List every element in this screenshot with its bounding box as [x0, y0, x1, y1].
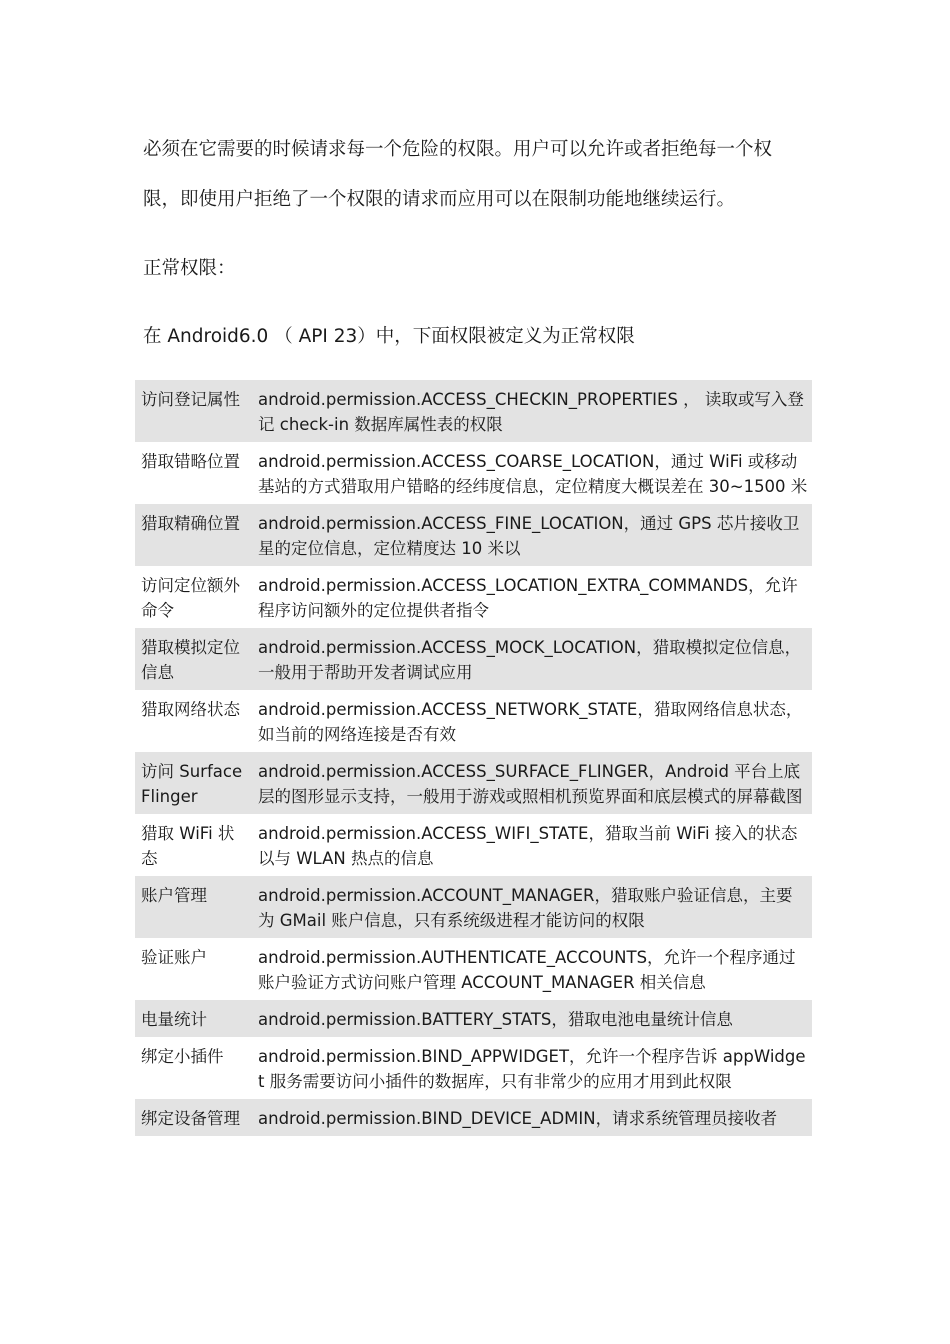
table-row	[135, 938, 812, 1000]
permission-desc-cell: android.permission.ACCESS_COARSE_LOCATION，通过 WiFi 或移动基站的方式猎取用户错略的经纬度信息，定位精度大概误差在 30~1500 米	[258, 452, 808, 496]
permission-desc-cell: android.permission.BATTERY_STATS，猎取电池电量统计信息	[252, 1000, 812, 1037]
table-row	[135, 380, 812, 442]
permission-desc-cell: android.permission.ACCESS_LOCATION_EXTRA_COMMANDS，允许程序访问额外的定位提供者指令	[258, 576, 798, 620]
permissions-table	[135, 380, 812, 1136]
permission-name-cell: 电量统计	[135, 1000, 252, 1037]
permission-name-cell: 验证账户	[141, 948, 207, 967]
section-intro: 在 Android6.0 （ API 23）中，下面权限被定义为正常权限	[143, 326, 635, 347]
table-row	[135, 752, 812, 814]
table-row	[135, 1037, 812, 1099]
permission-desc-cell: android.permission.ACCESS_MOCK_LOCATION，猎取模拟定位信息，一般用于帮助开发者调试应用	[252, 628, 812, 690]
permission-desc-cell: android.permission.ACCESS_FINE_LOCATION，通过 GPS 芯片接收卫星的定位信息，定位精度达 10 米以	[252, 504, 812, 566]
permission-desc-cell: android.permission.ACCESS_CHECKIN_PROPERTIES ， 读取或写入登记 check-in 数据库属性表的权限	[252, 380, 812, 442]
permission-desc-cell: android.permission.ACCESS_NETWORK_STATE，猎取网络信息状态，如当前的网络连接是否有效	[258, 700, 803, 744]
permission-name-cell: 猎取模拟定位信息	[135, 628, 252, 690]
body-paragraph-line-1: 必须在它需要的时候请求每一个危险的权限。用户可以允许或者拒绝每一个权	[143, 139, 773, 160]
permission-desc-cell: android.permission.ACCOUNT_MANAGER，猎取账户验证信息，主要为 GMail 账户信息，只有系统级进程才能访问的权限	[252, 876, 812, 938]
table-row	[135, 1000, 812, 1037]
permission-name-cell: 猎取精确位置	[135, 504, 252, 566]
permission-desc-cell: android.permission.BIND_DEVICE_ADMIN，请求系统管理员接收者	[252, 1099, 812, 1136]
table-row	[135, 814, 812, 876]
permission-name-cell: 绑定设备管理	[135, 1099, 252, 1136]
permission-desc-cell: android.permission.AUTHENTICATE_ACCOUNTS，允许一个程序通过账户验证方式访问账户管理 ACCOUNT_MANAGER 相关信息	[258, 948, 796, 992]
body-paragraph-line-2: 限，即使用户拒绝了一个权限的请求而应用可以在限制功能地继续运行。	[143, 189, 736, 210]
permission-desc-cell: android.permission.ACCESS_SURFACE_FLINGER，Android 平台上底层的图形显示支持，一般用于游戏或照相机预览界面和底层模式的屏幕截图	[252, 752, 812, 814]
table-row	[135, 628, 812, 690]
table-row	[135, 442, 812, 504]
permission-name-cell: 猎取 WiFi 状态	[141, 824, 235, 868]
permission-name-cell: 猎取网络状态	[141, 700, 240, 719]
permission-name-cell: 访问登记属性	[135, 380, 252, 442]
permission-name-cell: 访问 Surface Flinger	[135, 752, 252, 814]
table-row	[135, 876, 812, 938]
permission-name-cell: 绑定小插件	[141, 1047, 224, 1066]
section-heading-normal-permissions: 正常权限：	[143, 258, 236, 279]
permission-desc-cell: android.permission.ACCESS_WIFI_STATE，猎取当前 WiFi 接入的状态以与 WLAN 热点的信息	[258, 824, 798, 868]
permission-name-cell: 猎取错略位置	[141, 452, 240, 471]
table-row	[135, 690, 812, 752]
table-row	[135, 1099, 812, 1136]
table-row	[135, 504, 812, 566]
permission-desc-cell: android.permission.BIND_APPWIDGET，允许一个程序告诉 appWidget 服务需要访问小插件的数据库，只有非常少的应用才用到此权限	[258, 1047, 806, 1091]
table-row	[135, 566, 812, 628]
permission-name-cell: 账户管理	[135, 876, 252, 938]
permission-name-cell: 访问定位额外命令	[141, 576, 240, 620]
